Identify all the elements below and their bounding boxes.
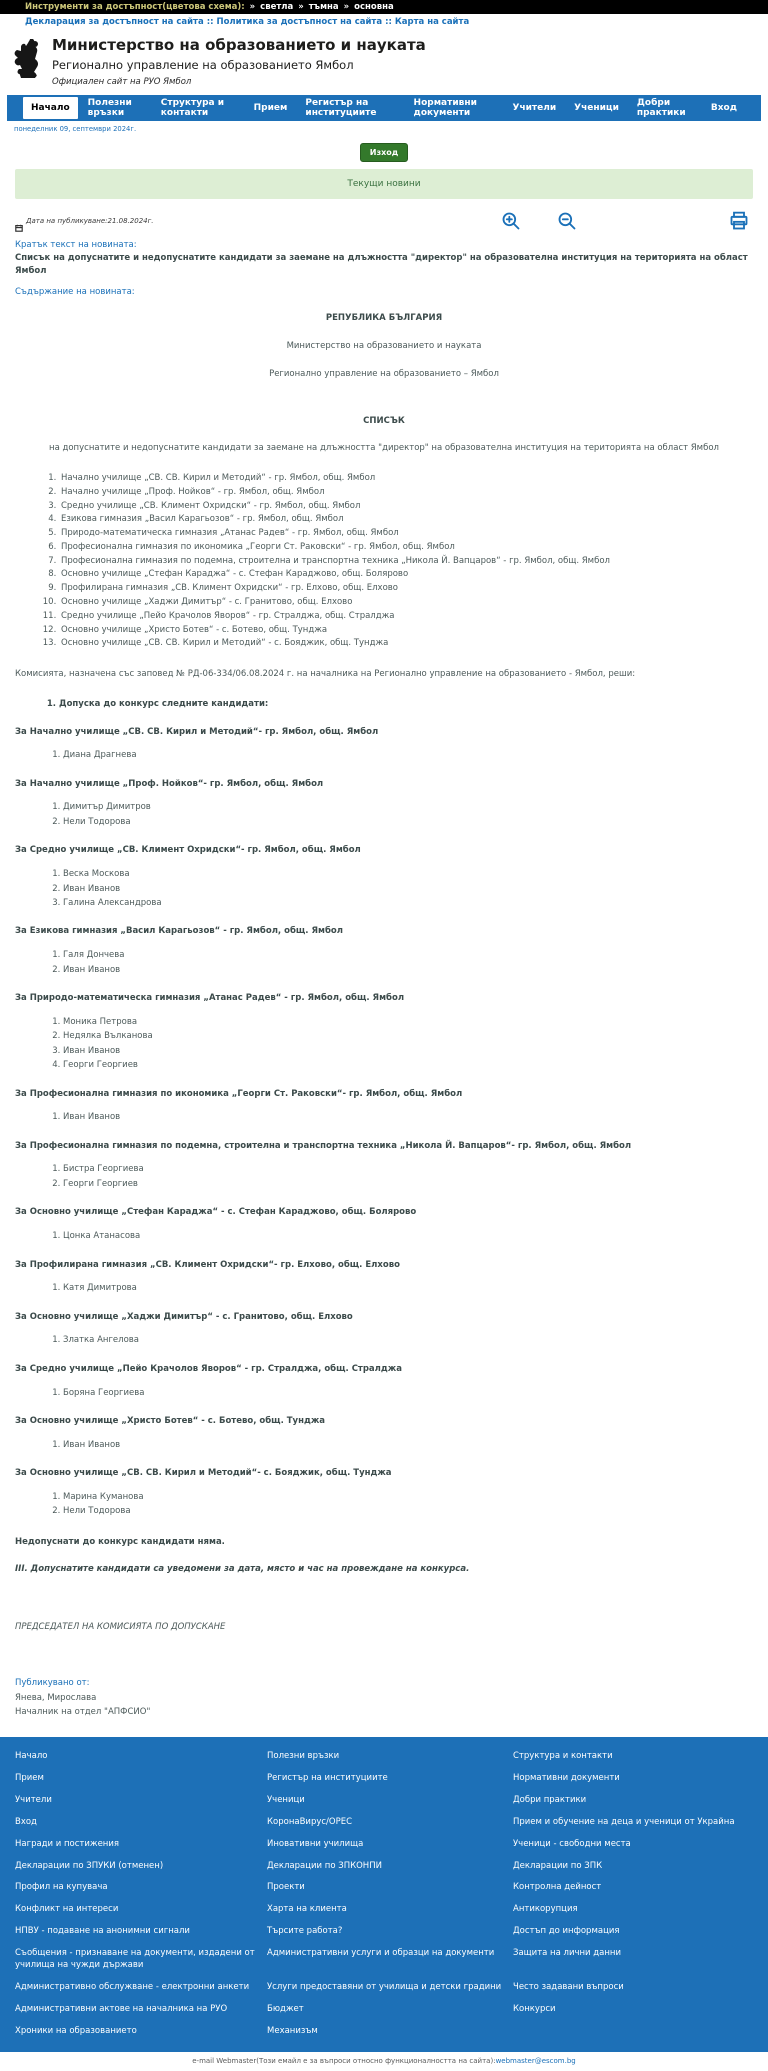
- footer-link[interactable]: Конкурси: [513, 2003, 556, 2014]
- candidate-item: 1. Моника Петрова: [63, 1015, 753, 1029]
- footer-link[interactable]: Учители: [15, 1795, 52, 1806]
- school-section-heading: За Средно училище „СВ. Климент Охридски“- гр. Ямбол, общ. Ямбол: [15, 845, 361, 856]
- footer-link[interactable]: Антикорупция: [513, 1904, 578, 1915]
- candidate-item: 1. Иван Иванов: [63, 1438, 753, 1452]
- color-scheme-option[interactable]: светла: [260, 2, 294, 12]
- school-list-item: 6. Професионална гимназия по икономика „Георги Ст. Раковски“ - гр. Ямбол, общ. Ямбол: [59, 541, 753, 555]
- chevron-separator: »: [249, 2, 256, 12]
- footer-link[interactable]: Харта на клиента: [267, 1904, 347, 1915]
- footer-link[interactable]: НПВУ - подаване на анонимни сигнали: [15, 1925, 190, 1936]
- nav-item[interactable]: Структура и контакти: [160, 98, 225, 118]
- candidate-list: [63, 1438, 753, 1452]
- candidate-list: [63, 1333, 753, 1347]
- candidate-list: [63, 1490, 753, 1519]
- footer-link[interactable]: Вход: [15, 1816, 37, 1827]
- nav-item[interactable]: Прием: [253, 103, 288, 113]
- color-scheme-option[interactable]: основна: [354, 2, 394, 12]
- school-list-item: 5. Природо-математическа гимназия „Атанас Радев“ - гр. Ямбол, общ. Ямбол: [59, 527, 753, 541]
- nav-item[interactable]: Регистър на институциите: [305, 98, 377, 118]
- published-by-name: Янева, Мирослава: [15, 1692, 97, 1703]
- site-tagline: Официален сайт на РУО Ямбол: [52, 77, 192, 87]
- candidate-item: 1. Диана Драгнева: [63, 748, 753, 762]
- separator: ::: [203, 17, 217, 27]
- webmaster-text: e-mail Webmaster(Този емайл е за въпроси относно функционалността на сайта):: [192, 2056, 496, 2065]
- school-list-item: 3. Средно училище „СВ. Климент Охридски“ - гр. Ямбол, общ. Ямбол: [59, 500, 753, 514]
- footer-link[interactable]: Декларации по ЗПК: [513, 1860, 603, 1871]
- candidate-item: 1. Димитър Димитров: [63, 800, 753, 814]
- schools-list: [59, 472, 753, 651]
- footer-link[interactable]: Нормативни документи: [513, 1773, 620, 1784]
- candidate-list: [63, 1229, 753, 1243]
- news-content: [0, 312, 768, 1719]
- site-footer: [0, 1737, 768, 2051]
- footer-link[interactable]: Декларации по ЗПУКИ (отменен): [15, 1860, 164, 1871]
- nav-item[interactable]: Вход: [710, 103, 738, 113]
- footer-link[interactable]: Административни услуги и образци на документи: [267, 1947, 495, 1958]
- logout-button[interactable]: Изход: [360, 143, 408, 162]
- nav-item[interactable]: Ученици: [574, 103, 619, 113]
- footer-link[interactable]: Защита на лични данни: [513, 1947, 622, 1958]
- separator: ::: [382, 17, 395, 27]
- school-list-item: 11. Средно училище „Пейо Крачолов Яворов“ - гр. Стралджа, общ. Стралджа: [59, 610, 753, 624]
- candidate-item: 1. Веска Москова: [63, 867, 753, 881]
- school-section-heading: За Начално училище „Проф. Нойков“- гр. Ямбол, общ. Ямбол: [15, 778, 324, 789]
- short-text: Списък на допуснатите и недопуснатите кандидати за заемане на длъжността "директор" на образователна институция на територията на област Ямбол: [15, 253, 748, 277]
- candidate-list: [63, 1162, 753, 1191]
- candidate-item: 1. Марина Куманова: [63, 1490, 753, 1504]
- candidate-item: 2. Георги Георгиев: [63, 1177, 753, 1191]
- footer-link[interactable]: Ученици - свободни места: [513, 1838, 631, 1849]
- footer-link[interactable]: Търсите работа?: [267, 1925, 343, 1936]
- school-list-item: 7. Професионална гимназия по подемна, строителна и транспортна техника „Никола Й. Вапцаров“ - гр. Ямбол, общ. Ямбол: [59, 555, 753, 569]
- candidate-item: 1. Галя Дончева: [63, 948, 753, 962]
- footer-link[interactable]: Полезни връзки: [267, 1751, 340, 1762]
- footer-link[interactable]: Проекти: [267, 1882, 305, 1893]
- site-header: [0, 31, 768, 93]
- footer-link[interactable]: Прием: [15, 1773, 44, 1784]
- footer-link[interactable]: Достъп до информация: [513, 1925, 620, 1936]
- school-section-heading: За Средно училище „Пейо Крачолов Яворов“ - гр. Стралджа, общ. Стралджа: [15, 1363, 402, 1374]
- publish-date: Дата на публикуване:21.08.2024г.: [26, 217, 154, 225]
- accessibility-label: Инструменти за достъпност(цветова схема):: [25, 2, 245, 12]
- footer-link[interactable]: Начало: [15, 1751, 48, 1762]
- site-titles: [52, 36, 426, 87]
- candidate-item: 1. Иван Иванов: [63, 1110, 753, 1124]
- school-list-item: 13. Основно училище „СВ. СВ. Кирил и Методий“ - с. Бояджик, общ. Тунджа: [59, 637, 753, 651]
- candidate-item: 2. Нели Тодорова: [63, 1504, 753, 1518]
- candidate-item: 4. Георги Георгиев: [63, 1058, 753, 1072]
- school-list-item: 12. Основно училище „Христо Ботев“ - с. Ботево, общ. Тунджа: [59, 624, 753, 638]
- current-date: понеделник 09, септември 2024г.: [14, 125, 137, 133]
- footer-link[interactable]: Структура и контакти: [513, 1751, 613, 1762]
- site-title: Министерство на образованието и науката: [52, 36, 426, 54]
- candidate-sections: [15, 726, 753, 1519]
- school-list-item: 10. Основно училище „Хаджи Димитър“ - с. Гранитово, общ. Елхово: [59, 596, 753, 610]
- school-list-item: 2. Начално училище „Проф. Нойков“ - гр. Ямбол, общ. Ямбол: [59, 486, 753, 500]
- list-title: СПИСЪК: [363, 415, 405, 426]
- color-scheme-option[interactable]: тъмна: [308, 2, 339, 12]
- chairman-line: ПРЕДСЕДАТЕЛ НА КОМИСИЯТА ПО ДОПУСКАНЕ: [15, 1622, 226, 1633]
- school-section-heading: За Начално училище „СВ. СВ. Кирил и Методий“- гр. Ямбол, общ. Ямбол: [15, 726, 379, 737]
- candidate-list: [63, 748, 753, 762]
- zoom-in-icon[interactable]: [501, 211, 521, 231]
- candidate-item: 1. Боряна Георгиева: [63, 1386, 753, 1400]
- footer-link[interactable]: КоронаВирус/ОРЕС: [267, 1816, 353, 1827]
- published-by-title: Началник на отдел "АПФСИО": [15, 1707, 151, 1718]
- footer-links-grid: [15, 1750, 753, 2036]
- print-icon[interactable]: [729, 211, 749, 231]
- logout-row: [0, 140, 768, 162]
- school-section-heading: За Основно училище „СВ. СВ. Кирил и Методий“- с. Бояджик, общ. Тунджа: [15, 1468, 392, 1479]
- chevron-separator: »: [343, 2, 350, 12]
- zoom-out-icon[interactable]: [557, 211, 577, 231]
- published-by: [15, 1676, 753, 1719]
- coat-of-arms-logo: [13, 38, 43, 78]
- nav-item[interactable]: Добри практики: [636, 98, 686, 118]
- published-by-label: Публикувано от:: [15, 1678, 90, 1689]
- candidate-item: 1. Катя Димитрова: [63, 1281, 753, 1295]
- footer-link[interactable]: Административно обслужване - електронни анкети: [15, 1981, 250, 1992]
- footer-link[interactable]: Услуги предоставяни от училища и детски градини: [267, 1981, 502, 1992]
- nav-item[interactable]: Полезни връзки: [87, 98, 132, 118]
- nav-item[interactable]: Нормативни документи: [413, 98, 477, 118]
- main-nav: [7, 95, 761, 121]
- school-list-item: 8. Основно училище „Стефан Караджа“ - с. Стефан Караджово, общ. Болярово: [59, 568, 753, 582]
- candidate-item: 2. Нели Тодорова: [63, 815, 753, 829]
- candidate-item: 1. Цонка Атанасова: [63, 1229, 753, 1243]
- commission-text: Комисията, назначена със заповед № РД-06-334/06.08.2024 г. на началника на Регионално управление на образованието - Ямбол, реши:: [15, 669, 636, 680]
- publish-row: [15, 211, 753, 231]
- no-rejected-text: Недопуснати до конкурс кандидати няма.: [15, 1536, 225, 1547]
- school-section-heading: За Природо-математическа гимназия „Атанас Радев“ - гр. Ямбол, общ. Ямбол: [15, 993, 405, 1004]
- school-section-heading: За Езикова гимназия „Васил Карагьозов“ - гр. Ямбол, общ. Ямбол: [15, 926, 343, 937]
- candidate-list: [63, 867, 753, 910]
- candidate-item: 2. Иван Иванов: [63, 882, 753, 896]
- short-text-label: Кратък текст на новината:: [15, 240, 137, 250]
- footer-link[interactable]: Декларации по ЗПКОНПИ: [267, 1860, 382, 1871]
- school-section-heading: За Основно училище „Хаджи Димитър“ - с. Гранитово, общ. Елхово: [15, 1311, 353, 1322]
- footer-link[interactable]: Конфликт на интереси: [15, 1904, 119, 1915]
- school-section-heading: За Основно училище „Стефан Караджа“ - с. Стефан Караджово, общ. Болярово: [15, 1207, 417, 1218]
- footer-link[interactable]: Прием и обучение на деца и ученици от Украйна: [513, 1816, 735, 1827]
- footer-link[interactable]: Механизъм: [267, 2025, 318, 2036]
- top-link[interactable]: Политика за достъпност на сайта: [216, 17, 383, 27]
- school-section-heading: За Профилирана гимназия „СВ. Климент Охридски“- гр. Елхово, общ. Елхово: [15, 1259, 400, 1270]
- news-banner: Текущи новини: [15, 169, 753, 199]
- nav-item[interactable]: Учители: [512, 103, 557, 113]
- decision-item: 1. Допуска до конкурс следните кандидати:: [59, 698, 753, 711]
- republic-heading: РЕПУБЛИКА БЪЛГАРИЯ: [325, 313, 443, 324]
- nav-item[interactable]: Начало: [23, 97, 78, 119]
- content-label: Съдържание на новината:: [15, 287, 135, 298]
- school-section-heading: За Основно училище „Христо Ботев“ - с. Ботево, общ. Тунджа: [15, 1416, 326, 1427]
- school-list-item: 1. Начално училище „СВ. СВ. Кирил и Методий“ - гр. Ямбол, общ. Ямбол: [59, 472, 753, 486]
- candidate-item: 1. Бистра Георгиева: [63, 1162, 753, 1176]
- point-three-text: III. Допуснатите кандидати са уведомени за дата, място и час на провеждане на конкурса.: [15, 1563, 470, 1574]
- footer-link[interactable]: Иновативни училища: [267, 1838, 364, 1849]
- top-links-bar: [0, 14, 768, 31]
- candidate-item: 1. Златка Ангелова: [63, 1333, 753, 1347]
- candidate-list: [63, 1386, 753, 1400]
- footer-empty-cell: [513, 2025, 753, 2037]
- top-link[interactable]: Декларация за достъпност на сайта: [25, 17, 204, 27]
- candidate-item: 2. Недялка Вълканова: [63, 1029, 753, 1043]
- calendar-icon: [15, 217, 23, 225]
- footer-link[interactable]: Контролна дейност: [513, 1882, 602, 1893]
- footer-link[interactable]: Съобщения - признаване на документи, издадени от училища на чужди държави: [15, 1947, 255, 1971]
- site-subtitle: Регионално управление на образованието Ямбол: [52, 58, 354, 72]
- footer-link[interactable]: Профил на купувача: [15, 1882, 108, 1893]
- candidate-list: [63, 948, 753, 977]
- footer-link[interactable]: Хроники на образованието: [15, 2025, 137, 2036]
- footer-link[interactable]: Бюджет: [267, 2003, 304, 2014]
- candidate-item: 3. Иван Иванов: [63, 1044, 753, 1058]
- webmaster-row: [0, 2052, 768, 2071]
- footer-link[interactable]: Често задавани въпроси: [513, 1981, 624, 1992]
- candidate-list: [63, 1281, 753, 1295]
- school-section-heading: За Професионална гимназия по подемна, строителна и транспортна техника „Никола Й. Вапцаров“- гр. Ямбол, общ. Ямбол: [15, 1140, 632, 1151]
- footer-link[interactable]: Ученици: [267, 1795, 305, 1806]
- school-list-item: 9. Профилирана гимназия „СВ. Климент Охридски“ - гр. Елхово, общ. Елхово: [59, 582, 753, 596]
- footer-link[interactable]: Административни актове на началника на РУО: [15, 2003, 228, 2014]
- footer-link[interactable]: Добри практики: [513, 1795, 587, 1806]
- ministry-line: Министерство на образованието и науката: [286, 341, 482, 352]
- webmaster-email-link[interactable]: webmaster@escom.bg: [495, 2056, 576, 2065]
- chevron-separator: »: [298, 2, 304, 12]
- school-section-heading: За Професионална гимназия по икономика „Георги Ст. Раковски“- гр. Ямбол, общ. Ямбол: [15, 1088, 463, 1099]
- top-link[interactable]: Карта на сайта: [394, 17, 470, 27]
- accessibility-options: [250, 2, 394, 12]
- school-list-item: 4. Езикова гимназия „Васил Карагьозов“ - гр. Ямбол, общ. Ямбол: [59, 513, 753, 527]
- candidate-list: [63, 1015, 753, 1073]
- decision-list: [59, 698, 753, 711]
- department-line: Регионално управление на образованието – Ямбол: [269, 368, 499, 379]
- candidate-list: [63, 800, 753, 829]
- footer-link[interactable]: Награди и постижения: [15, 1838, 119, 1849]
- candidate-item: 3. Галина Александрова: [63, 896, 753, 910]
- footer-link[interactable]: Регистър на институциите: [267, 1773, 388, 1784]
- candidate-item: 2. Иван Иванов: [63, 963, 753, 977]
- candidate-list: [63, 1110, 753, 1124]
- accessibility-toolbar: [0, 0, 768, 14]
- list-subtitle: на допуснатите и недопуснатите кандидати за заемане на длъжността "директор" на образователна институция на територията на област Ямбол: [49, 443, 719, 454]
